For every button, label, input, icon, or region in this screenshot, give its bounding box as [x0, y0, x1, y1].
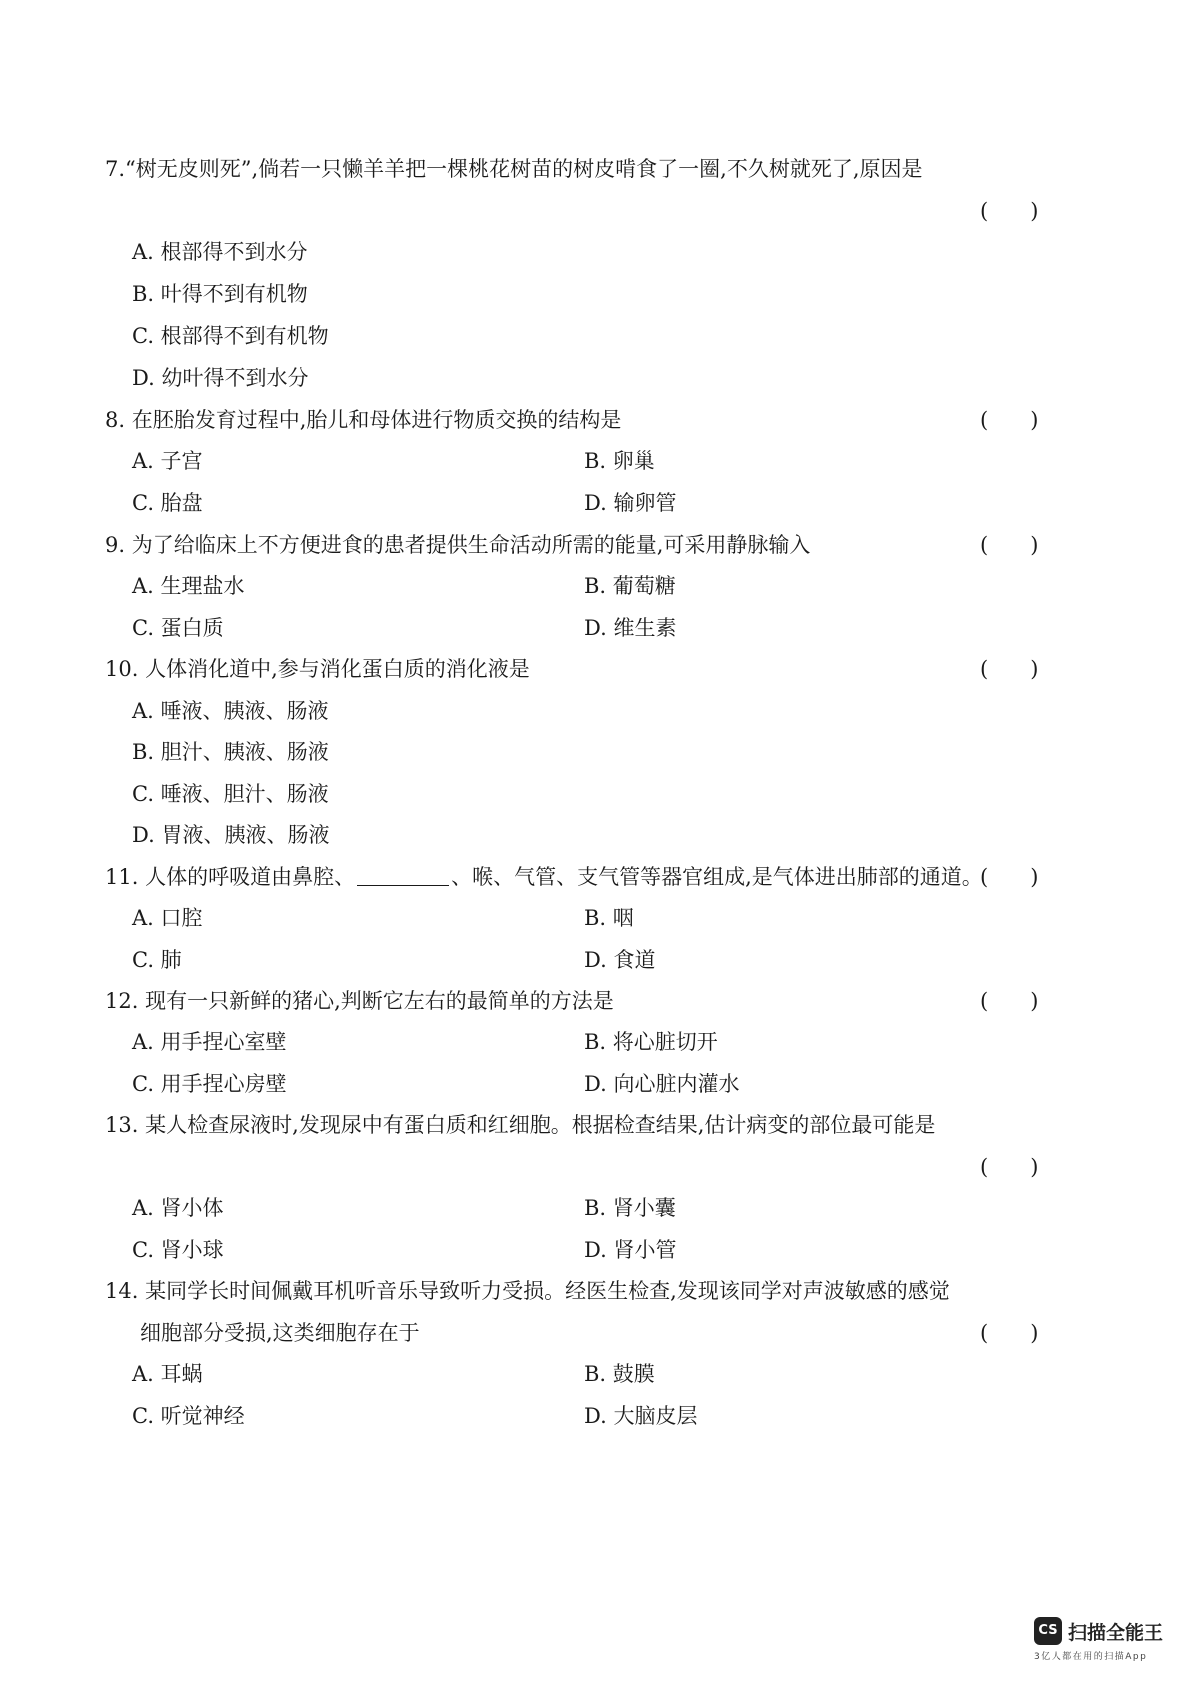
question-12-answer-paren: ( )	[980, 989, 1039, 1013]
question-11-option-d: D. 食道	[584, 948, 656, 972]
question-12-stem: 12. 现有一只新鲜的猪心,判断它左右的最简单的方法是	[105, 989, 614, 1013]
question-10-option-d: D. 胃液、胰液、肠液	[132, 823, 330, 847]
question-11-blank	[357, 865, 449, 886]
question-13-option-c: C. 肾小球	[132, 1238, 224, 1262]
question-9-option-a: A. 生理盐水	[132, 574, 245, 598]
question-12-option-c: C. 用手捏心房壁	[132, 1072, 287, 1096]
question-13-option-a: A. 肾小体	[132, 1196, 224, 1220]
watermark-tagline: 3亿人都在用的扫描App	[1034, 1652, 1148, 1662]
question-11-option-c: C. 肺	[132, 948, 182, 972]
question-13-option-b: B. 肾小囊	[584, 1196, 676, 1220]
question-13-option-d: D. 肾小管	[584, 1238, 677, 1262]
question-14-option-d: D. 大脑皮层	[584, 1404, 698, 1428]
question-9-stem: 9. 为了给临床上不方便进食的患者提供生命活动所需的能量,可采用静脉输入	[105, 533, 811, 557]
question-11-option-a: A. 口腔	[132, 906, 203, 930]
question-7-option-c: C. 根部得不到有机物	[132, 324, 329, 348]
question-11-stem	[105, 863, 983, 891]
camscanner-logo-icon: CS	[1034, 1617, 1062, 1645]
question-9-option-c: C. 蛋白质	[132, 616, 224, 640]
question-10-option-b: B. 胆汁、胰液、肠液	[132, 740, 329, 764]
question-14-option-c: C. 听觉神经	[132, 1404, 245, 1428]
question-10-answer-paren: ( )	[980, 657, 1039, 681]
question-13-stem: 13. 某人检查尿液时,发现尿中有蛋白质和红细胞。根据检查结果,估计病变的部位最可能是	[105, 1113, 936, 1137]
question-11-stem-part-1: 11. 人体的呼吸道由鼻腔、	[105, 865, 356, 889]
question-7-option-d: D. 幼叶得不到水分	[132, 366, 309, 390]
question-8-option-d: D. 输卵管	[584, 491, 677, 515]
question-9-option-d: D. 维生素	[584, 616, 677, 640]
question-11-stem-part-2: 、喉、气管、支气管等器官组成,是气体进出肺部的通道。	[451, 865, 983, 889]
question-8-answer-paren: ( )	[980, 408, 1039, 432]
question-12-option-d: D. 向心脏内灌水	[584, 1072, 740, 1096]
question-8-option-c: C. 胎盘	[132, 491, 203, 515]
question-8-option-a: A. 子宫	[132, 449, 203, 473]
question-12-option-b: B. 将心脏切开	[584, 1030, 718, 1054]
question-10-option-c: C. 唾液、胆汁、肠液	[132, 782, 329, 806]
question-7-answer-paren: ( )	[980, 199, 1039, 223]
question-9-answer-paren: ( )	[980, 533, 1039, 557]
question-14-answer-paren: ( )	[980, 1321, 1039, 1345]
question-10-stem: 10. 人体消化道中,参与消化蛋白质的消化液是	[105, 657, 530, 681]
question-12-option-a: A. 用手捏心室壁	[132, 1030, 287, 1054]
question-11-answer-paren: ( )	[980, 865, 1039, 889]
question-10-option-a: A. 唾液、胰液、肠液	[132, 699, 329, 723]
question-14-option-b: B. 鼓膜	[584, 1362, 655, 1386]
question-11-option-b: B. 咽	[584, 906, 634, 930]
watermark-app-name: 扫描全能王	[1068, 1622, 1164, 1644]
question-14-option-a: A. 耳蜗	[132, 1362, 203, 1386]
question-7-stem: 7.“树无皮则死”,倘若一只懒羊羊把一棵桃花树苗的树皮啃食了一圈,不久树就死了,原因是	[105, 157, 923, 181]
question-7-option-a: A. 根部得不到水分	[132, 240, 308, 264]
question-14-stem: 14. 某同学长时间佩戴耳机听音乐导致听力受损。经医生检查,发现该同学对声波敏感的感觉	[105, 1279, 950, 1303]
question-8-stem: 8. 在胚胎发育过程中,胎儿和母体进行物质交换的结构是	[105, 408, 622, 432]
question-7-option-b: B. 叶得不到有机物	[132, 282, 308, 306]
question-9-option-b: B. 葡萄糖	[584, 574, 676, 598]
question-13-answer-paren: ( )	[980, 1155, 1039, 1179]
question-8-option-b: B. 卵巢	[584, 449, 655, 473]
question-14-stem-continuation: 细胞部分受损,这类细胞存在于	[140, 1321, 420, 1345]
